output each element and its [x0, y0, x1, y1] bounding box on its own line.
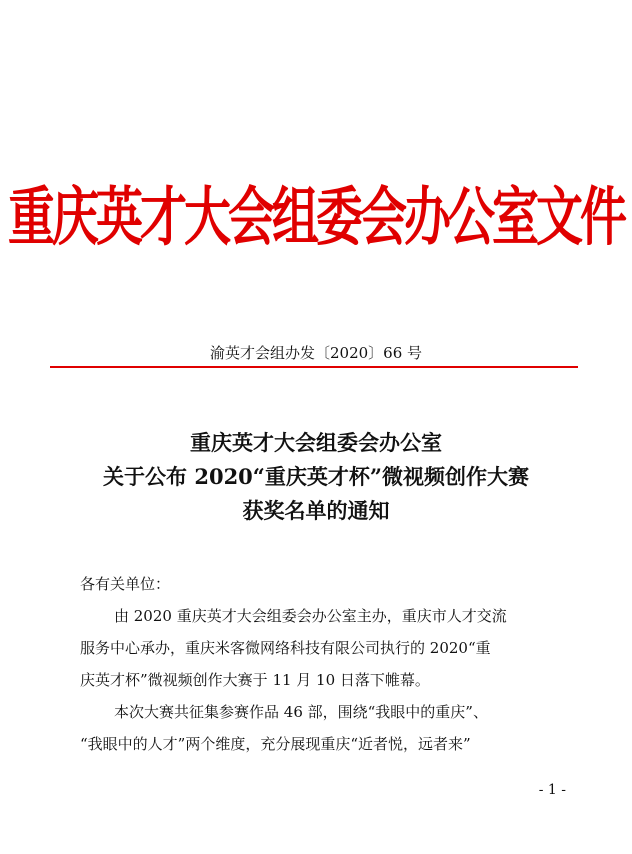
page-number: - 1 - [538, 782, 566, 798]
notice-title [0, 426, 632, 528]
notice-title-line: 关于公布 2020“重庆英才杯”微视频创作大赛 [103, 464, 529, 489]
paragraph-line: 庆英才杯”微视频创作大赛于 11 月 10 日落下帷幕。 [80, 671, 430, 689]
notice-title-line: 重庆英才大会组委会办公室 [190, 430, 442, 455]
salutation: 各有关单位： [80, 575, 171, 593]
paragraph-line: “我眼中的人才”两个维度，充分展现重庆“近者悦，远者来” [80, 735, 471, 753]
notice-title-line: 获奖名单的通知 [242, 498, 390, 523]
paragraph-line: 本次大赛共征集参赛作品 46 部，围绕“我眼中的重庆”、 [114, 703, 488, 721]
notice-body [80, 568, 552, 760]
document-number: 渝英才会组办发〔2020〕66 号 [209, 344, 423, 362]
issuer-title: 重庆英才大会组委会办公室文件 [8, 180, 624, 255]
paragraph-line: 由 2020 重庆英才大会组委会办公室主办，重庆市人才交流 [114, 607, 507, 625]
paragraph-line: 服务中心承办，重庆米客微网络科技有限公司执行的 2020“重 [80, 639, 491, 657]
red-divider-line [50, 366, 578, 368]
